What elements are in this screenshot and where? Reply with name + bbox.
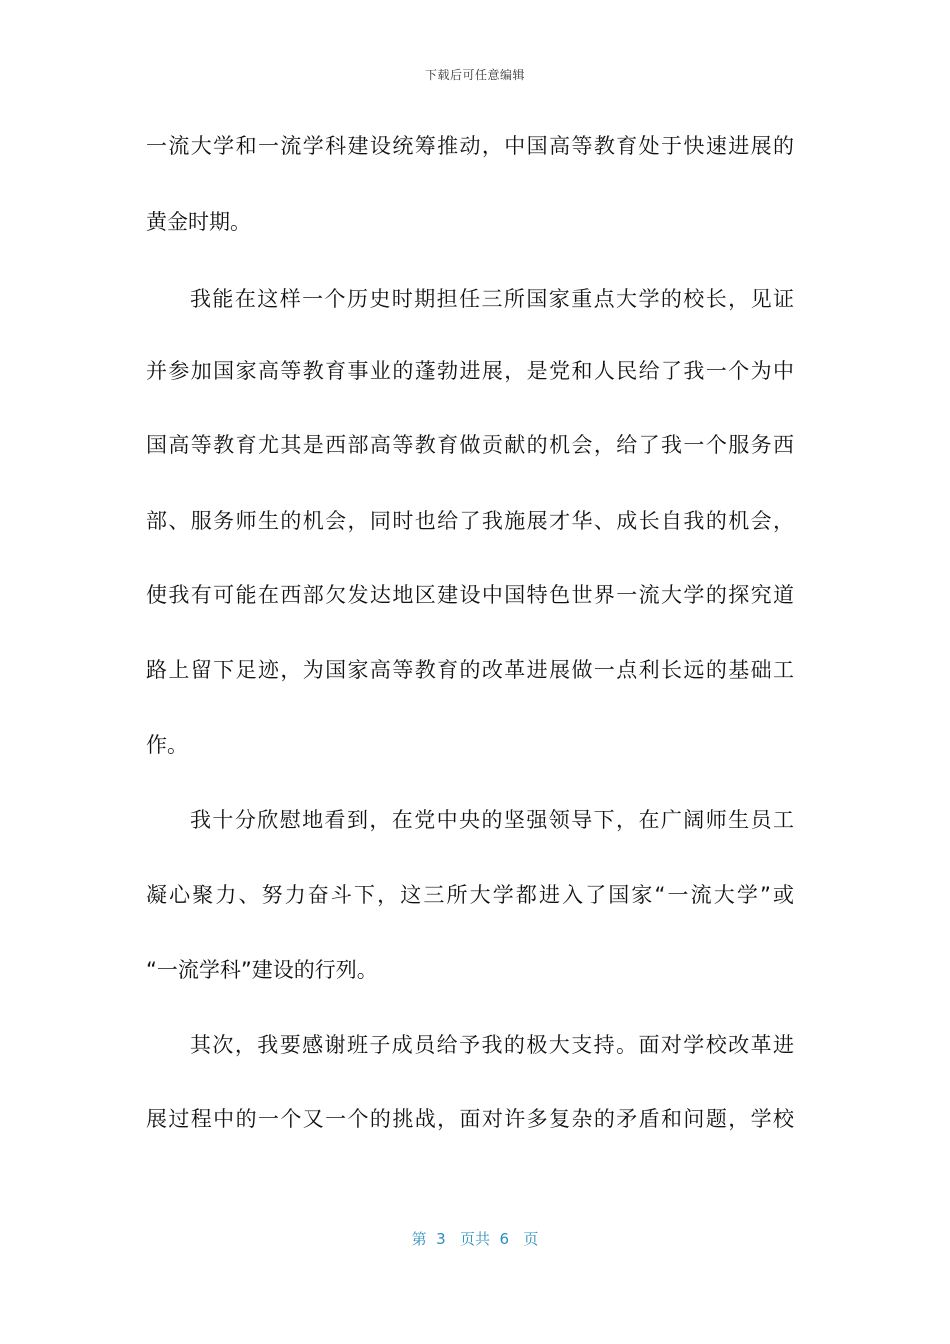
body-line: 路上留下足迹，为国家高等教育的改革进展做一点利长远的基础工 [146, 658, 794, 682]
body-line: 一流大学和一流学科建设统筹推动，中国高等教育处于快速进展的 [146, 134, 794, 158]
body-line: 其次，我要感谢班子成员给予我的极大支持。面对学校改革进 [190, 1033, 794, 1057]
body-line: 作。 [146, 733, 188, 757]
body-line: 我能在这样一个历史时期担任三所国家重点大学的校长，见证 [190, 287, 794, 311]
body-line: 凝心聚力、努力奋斗下，这三所大学都进入了国家“一流大学”或 [146, 883, 794, 907]
body-line: “一流学科”建设的行列。 [146, 958, 378, 982]
page-header: 下载后可任意编辑 [424, 68, 525, 82]
body-line: 黄金时期。 [146, 210, 251, 234]
body-line: 展过程中的一个又一个的挑战，面对许多复杂的矛盾和问题，学校 [146, 1107, 794, 1131]
body-line: 使我有可能在西部欠发达地区建设中国特色世界一流大学的探究道 [146, 583, 794, 607]
body-line: 部、服务师生的机会，同时也给了我施展才华、成长自我的机会， [146, 509, 794, 533]
body-line: 国高等教育尤其是西部高等教育做贡献的机会，给了我一个服务西 [146, 433, 794, 457]
page-number-footer: 第 3 页共 6 页 [411, 1230, 539, 1248]
body-line: 并参加国家高等教育事业的蓬勃进展，是党和人民给了我一个为中 [146, 359, 794, 383]
body-line: 我十分欣慰地看到，在党中央的坚强领导下，在广阔师生员工 [190, 808, 794, 832]
